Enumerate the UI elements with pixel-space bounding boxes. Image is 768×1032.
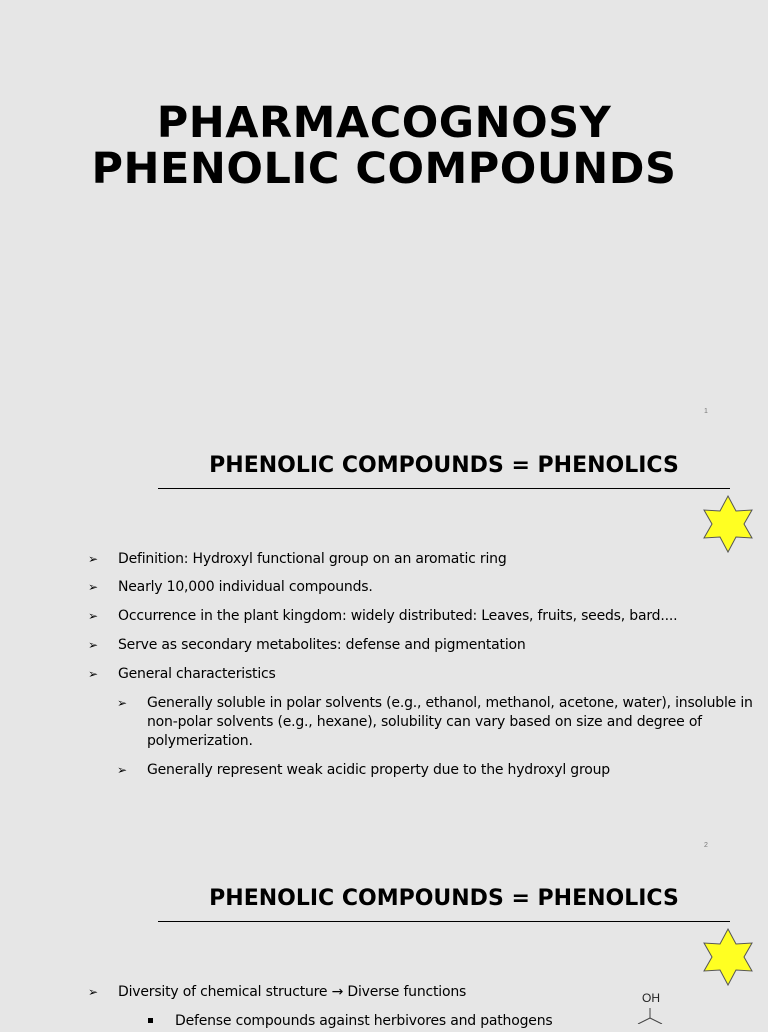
list-item: [88, 636, 748, 656]
bullet-text: Diversity of chemical structure → Diverse functions: [118, 984, 467, 1000]
sub-bullet-line: polymerization.: [147, 733, 253, 749]
sub-bullet-line: non-polar solvents (e.g., hexane), solubility can vary based on size and degree of: [147, 714, 702, 730]
bullet-text: Serve as secondary metabolites: defense and pigmentation: [118, 637, 526, 653]
page-number-1: 1: [704, 408, 708, 415]
sub-bullet-line: Generally represent weak acidic property due to the hydroxyl group: [147, 762, 610, 778]
bullet-text: Definition: Hydroxyl functional group on an aromatic ring: [118, 551, 507, 567]
six-point-star-icon: [698, 927, 758, 987]
arrow-bullet-icon: ➢: [88, 667, 98, 681]
list-item: [88, 983, 688, 1003]
arrow-bullet-icon: ➢: [117, 696, 127, 710]
title-line-2: PHENOLIC COMPOUNDS: [91, 144, 677, 194]
bullet-text: Occurrence in the plant kingdom: widely distributed: Leaves, fruits, seeds, bard....: [118, 608, 678, 624]
bullet-text: General characteristics: [118, 666, 276, 682]
slide-heading: PHENOLIC COMPOUNDS = PHENOLICS: [209, 453, 679, 478]
list-item: [88, 665, 748, 685]
phenol-structure-icon: [630, 1008, 670, 1024]
six-point-star-icon: [698, 494, 758, 554]
list-item: [88, 550, 748, 570]
arrow-bullet-icon: ➢: [88, 985, 98, 999]
heading-divider: [158, 488, 730, 489]
structure-label: OH: [642, 991, 660, 1005]
list-item: [88, 578, 748, 598]
sub-bullet-text: Defense compounds against herbivores and pathogens: [175, 1013, 553, 1029]
slide-heading-3: PHENOLIC COMPOUNDS = PHENOLICS: [209, 886, 679, 911]
page-number-2: 2: [704, 842, 708, 849]
sub-list-item: [117, 761, 757, 781]
arrow-bullet-icon: ➢: [117, 763, 127, 777]
bullet-text: Nearly 10,000 individual compounds.: [118, 579, 373, 595]
list-item: [88, 607, 748, 627]
arrow-bullet-icon: ➢: [88, 552, 98, 566]
arrow-bullet-icon: ➢: [88, 638, 98, 652]
square-bullet-icon: [148, 1018, 153, 1023]
title-line-1: PHARMACOGNOSY: [156, 98, 612, 148]
arrow-bullet-icon: ➢: [88, 580, 98, 594]
sub-list-item: [146, 1012, 626, 1032]
sub-list-item: [117, 694, 757, 754]
arrow-bullet-icon: ➢: [88, 609, 98, 623]
heading-divider-3: [158, 921, 730, 922]
sub-bullet-line: Generally soluble in polar solvents (e.g., ethanol, methanol, acetone, water), insoluble in: [147, 695, 753, 711]
